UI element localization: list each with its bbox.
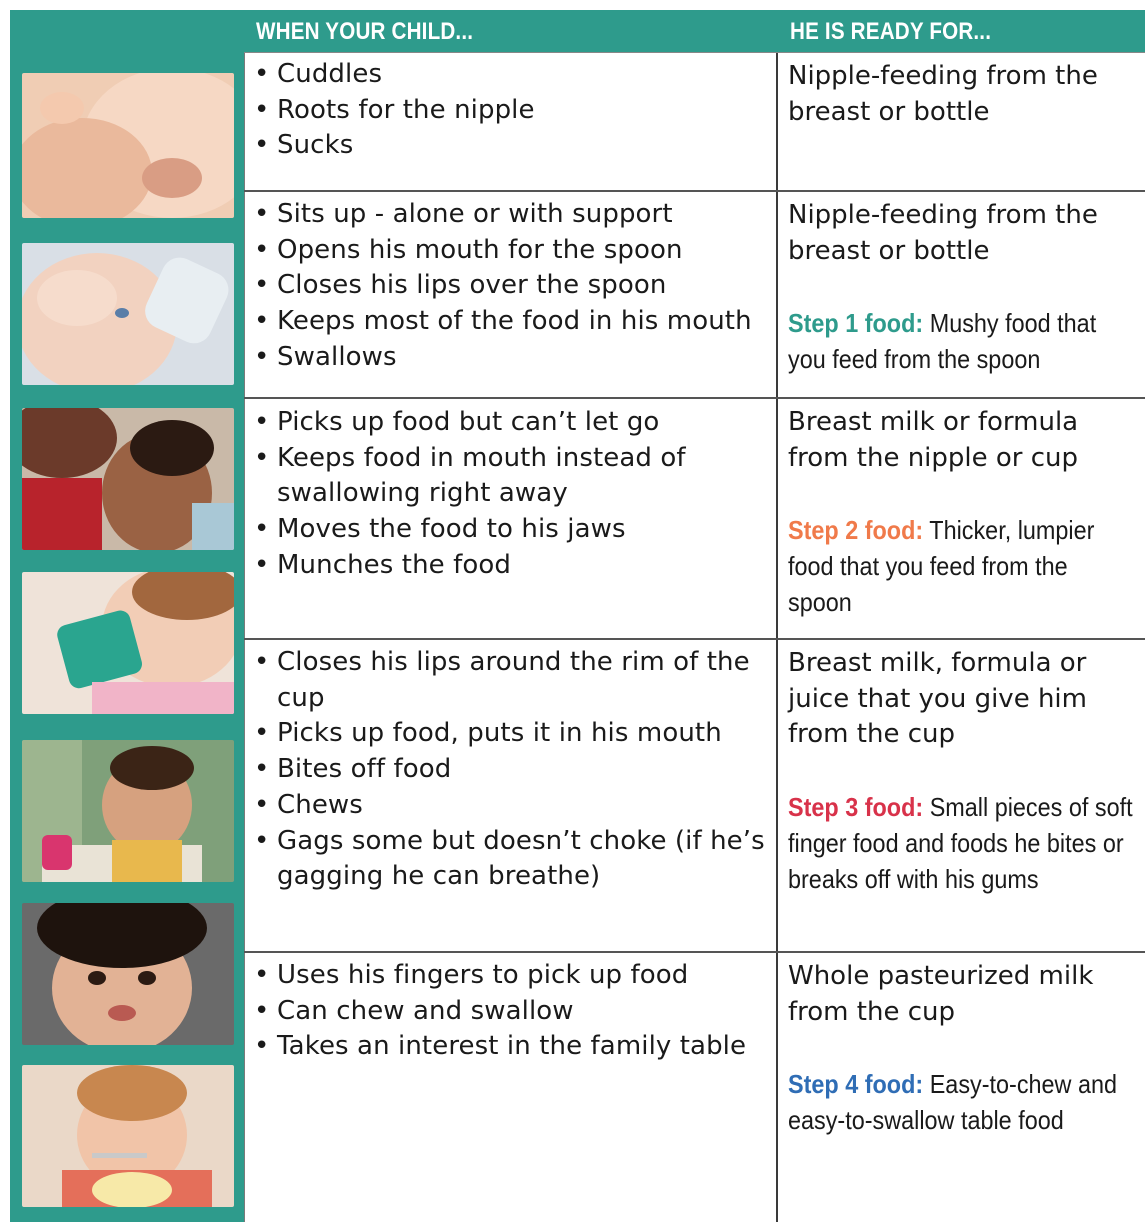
- step-1-food: [788, 305, 1138, 377]
- ready-for-text: Whole pasteurized milk from the cup: [788, 961, 1094, 1027]
- sign-item: • Closes his lips around the rim of the cup: [254, 645, 774, 716]
- step-3-description: Small pieces of soft finger food and foods he bites or breaks off with his gums: [788, 792, 1133, 895]
- step-4-description: Easy-to-chew and easy-to-swallow table food: [788, 1069, 1117, 1136]
- sign-item: • Swallows: [254, 340, 774, 376]
- sign-item: • Keeps food in mouth instead of swallowing right away: [254, 441, 774, 512]
- sign-item: • Bites off food: [254, 752, 774, 788]
- sign-item: • Can chew and swallow: [254, 994, 774, 1030]
- sign-item: • Chews: [254, 788, 774, 824]
- sign-list: [254, 405, 774, 584]
- sign-item: • Picks up food but can’t let go: [254, 405, 774, 441]
- baby-cup-photo: [22, 572, 234, 714]
- baby-bottle-photo: [22, 243, 234, 385]
- sign-list: [254, 958, 774, 1065]
- table-row-1-signs: [254, 57, 774, 164]
- sign-item: • Sucks: [254, 128, 774, 164]
- step-4-label: Step 4 food:: [788, 1069, 924, 1100]
- ready-for-text: Breast milk or formula from the nipple or cup: [788, 407, 1079, 473]
- step-4-food: [788, 1066, 1138, 1138]
- sign-item: • Keeps most of the food in his mouth: [254, 304, 774, 340]
- table-row-5-signs: [254, 958, 774, 1065]
- step-3-label: Step 3 food:: [788, 792, 924, 823]
- ready-for-text: Nipple-feeding from the breast or bottle: [788, 200, 1098, 266]
- step-2-food: [788, 512, 1138, 620]
- sign-item: • Munches the food: [254, 548, 774, 584]
- row-divider: [244, 397, 1145, 399]
- toddler-eating-photo: [22, 1065, 234, 1207]
- step-2-description: Thicker, lumpier food that you feed from the spoon: [788, 515, 1095, 618]
- table-row-5-ready: [788, 959, 1138, 1138]
- row-divider: [244, 638, 1145, 640]
- table-row-3-signs: [254, 405, 774, 584]
- column-divider: [244, 52, 245, 1222]
- sign-item: • Cuddles: [254, 57, 774, 93]
- row-divider: [244, 190, 1145, 192]
- column-header-label: HE IS READY FOR...: [790, 18, 992, 45]
- sign-list: [254, 645, 774, 895]
- sign-item: • Takes an interest in the family table: [254, 1029, 774, 1065]
- sign-item: • Roots for the nipple: [254, 93, 774, 129]
- sign-item: • Closes his lips over the spoon: [254, 268, 774, 304]
- baby-spoon-fed-photo: [22, 408, 234, 550]
- sign-list: [254, 197, 774, 376]
- table-row-2-signs: [254, 197, 774, 376]
- toddler-face-photo: [22, 903, 234, 1045]
- sign-item: • Sits up - alone or with support: [254, 197, 774, 233]
- row-divider: [244, 52, 1145, 53]
- sign-item: • Opens his mouth for the spoon: [254, 233, 774, 269]
- table-row-4-ready: [788, 646, 1138, 897]
- step-3-food: [788, 789, 1138, 897]
- table-row-4-signs: [254, 645, 774, 895]
- baby-high-chair-photo: [22, 740, 234, 882]
- baby-breastfeeding-photo: [22, 73, 234, 218]
- step-2-label: Step 2 food:: [788, 515, 924, 546]
- ready-for-text: Nipple-feeding from the breast or bottle: [788, 61, 1098, 127]
- table-row-2-ready: [788, 198, 1138, 377]
- row-divider: [244, 951, 1145, 953]
- ready-for-text: Breast milk, formula or juice that you give him from the cup: [788, 648, 1087, 750]
- step-1-description: Mushy food that you feed from the spoon: [788, 308, 1097, 375]
- sign-item: • Picks up food, puts it in his mouth: [254, 716, 774, 752]
- sign-item: • Moves the food to his jaws: [254, 512, 774, 548]
- sign-list: [254, 57, 774, 164]
- table-row-1-ready: [788, 59, 1138, 130]
- column-header-when-your-child: [244, 10, 778, 52]
- table-row-3-ready: [788, 405, 1138, 620]
- sign-item: • Uses his fingers to pick up food: [254, 958, 774, 994]
- column-header-ready-for: [778, 10, 1145, 52]
- sign-item: • Gags some but doesn’t choke (if he’s gagging he can breathe): [254, 824, 774, 895]
- column-divider: [776, 52, 778, 1222]
- step-1-label: Step 1 food:: [788, 308, 924, 339]
- column-header-label: WHEN YOUR CHILD...: [256, 18, 474, 45]
